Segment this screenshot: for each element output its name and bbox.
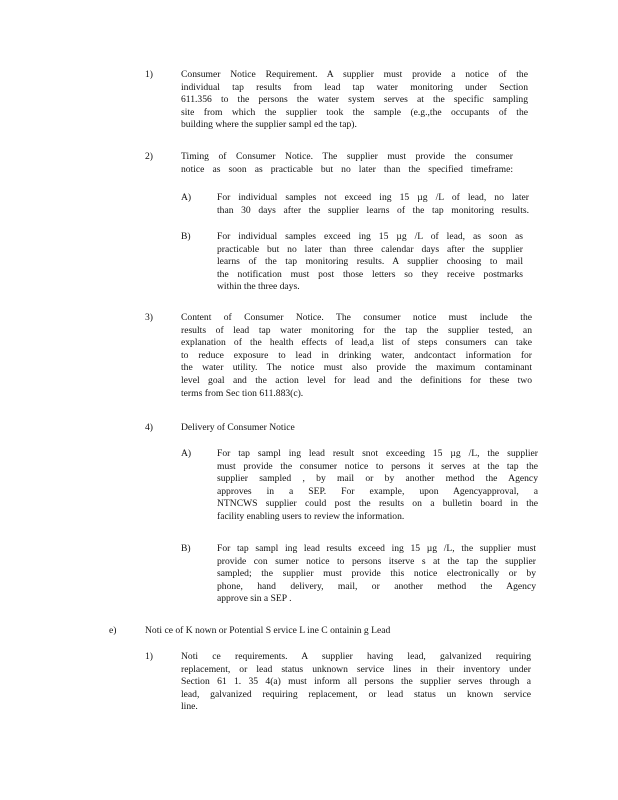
item-label: 3): [145, 312, 153, 323]
text-line: the water utility. The notice must also provide the maximum contaminant: [181, 362, 532, 374]
text-line: explanation of the health effects of lead,a list of steps consumers can take: [181, 337, 532, 349]
paragraph-content-of-consumer-notice: [181, 312, 532, 400]
text-line: replacement, or lead status unknown service lines in their inventory under: [181, 663, 531, 675]
item-label: A): [181, 192, 192, 203]
text-line: 611.356 to the persons the water system serves at the specific sampling: [181, 94, 528, 106]
text-line: Delivery of Consumer Notice: [181, 422, 295, 433]
text-line: NTNCWS supplier could post the results on a bulletin board in the: [217, 498, 538, 510]
text-line: must provide the consumer notice to persons it serves at the tap the: [217, 460, 538, 472]
paragraph-timing-of-consumer-notice: [181, 151, 513, 176]
text-line: facility enabling users to review the information.: [217, 510, 405, 522]
text-line: Section 61 1. 35 4(a) must inform all persons the supplier serves through a: [181, 676, 531, 688]
text-line: sampled; the supplier must provide this notice electronically or by: [217, 568, 536, 580]
item-label: 1): [145, 651, 153, 662]
paragraph-delivery-a: [217, 448, 538, 524]
text-line: For tap sampl ing lead results exceed ing 15 µg /L, the supplier must: [217, 543, 536, 554]
paragraph-delivery-heading: [181, 422, 381, 435]
text-line: individual tap results from lead tap water monitoring under Section: [181, 81, 528, 93]
text-line: For individual samples not exceed ing 15 µg /L of lead, no later: [217, 192, 529, 203]
text-line: approve sin a SEP .: [217, 593, 292, 605]
text-line: line.: [181, 701, 198, 713]
section-label: e): [109, 625, 117, 636]
text-line: approves in a SEP. For example, upon Agencyapproval, a: [217, 485, 538, 497]
paragraph-timing-b: [217, 231, 523, 294]
text-line: For individual samples exceed ing 15 µg /L of lead, as soon as: [217, 231, 523, 242]
text-line: provide con sumer notice to persons itserve s at the tap the supplier: [217, 555, 536, 567]
text-line: Timing of Consumer Notice. The supplier must provide the consumer: [181, 151, 513, 162]
text-line: within the three days.: [217, 281, 300, 293]
item-label: A): [181, 448, 192, 459]
item-label: 2): [145, 151, 153, 162]
paragraph-timing-a: [217, 192, 529, 217]
text-line: Consumer Notice Requirement. A supplier must provide a notice of the: [181, 69, 528, 80]
paragraph-notice-requirements: [181, 651, 531, 714]
text-line: For tap sampl ing lead result snot exceeding 15 µg /L, the supplier: [217, 448, 538, 459]
item-label: 1): [145, 69, 153, 80]
text-line: level goal and the action level for lead and the definitions for these two: [181, 374, 532, 386]
text-line: results of lead tap water monitoring for the tap the supplier tested, an: [181, 324, 532, 336]
text-line: terms from Sec tion 611.883(c).: [181, 387, 304, 399]
item-label: B): [181, 543, 191, 554]
text-line: supplier sampled , by mail or by another method the Agency: [217, 473, 538, 485]
text-line: learns of the tap monitoring results. A supplier choosing to mail: [217, 256, 523, 268]
text-line: building where the supplier sampl ed the tap).: [181, 119, 357, 131]
text-line: than 30 days after the supplier learns of the tap monitoring results.: [217, 204, 529, 216]
paragraph-delivery-b: [217, 543, 536, 606]
item-label: B): [181, 231, 191, 242]
text-line: phone, hand delivery, mail, or another method the Agency: [217, 580, 536, 592]
text-line: Noti ce requirements. A supplier having lead, galvanized requiring: [181, 651, 531, 662]
text-line: to reduce exposure to lead in drinking water, andcontact information for: [181, 349, 532, 361]
text-line: Noti ce of K nown or Potential S ervice L ine C ontainin g Lead: [145, 625, 391, 636]
text-line: lead, galvanized requiring replacement, or lead status un known service: [181, 688, 531, 700]
text-line: notice as soon as practicable but no later than the specified timeframe:: [181, 163, 513, 175]
paragraph-consumer-notice-requirement: [181, 69, 528, 132]
text-line: site from which the supplier took the sample (e.g.,the occupants of the: [181, 106, 528, 118]
item-label: 4): [145, 422, 153, 433]
text-line: practicable but no later than three calendar days after the supplier: [217, 243, 523, 255]
text-line: Content of Consumer Notice. The consumer notice must include the: [181, 312, 532, 323]
text-line: the notification must post those letters so they receive postmarks: [217, 268, 523, 280]
section-heading: [145, 625, 445, 638]
